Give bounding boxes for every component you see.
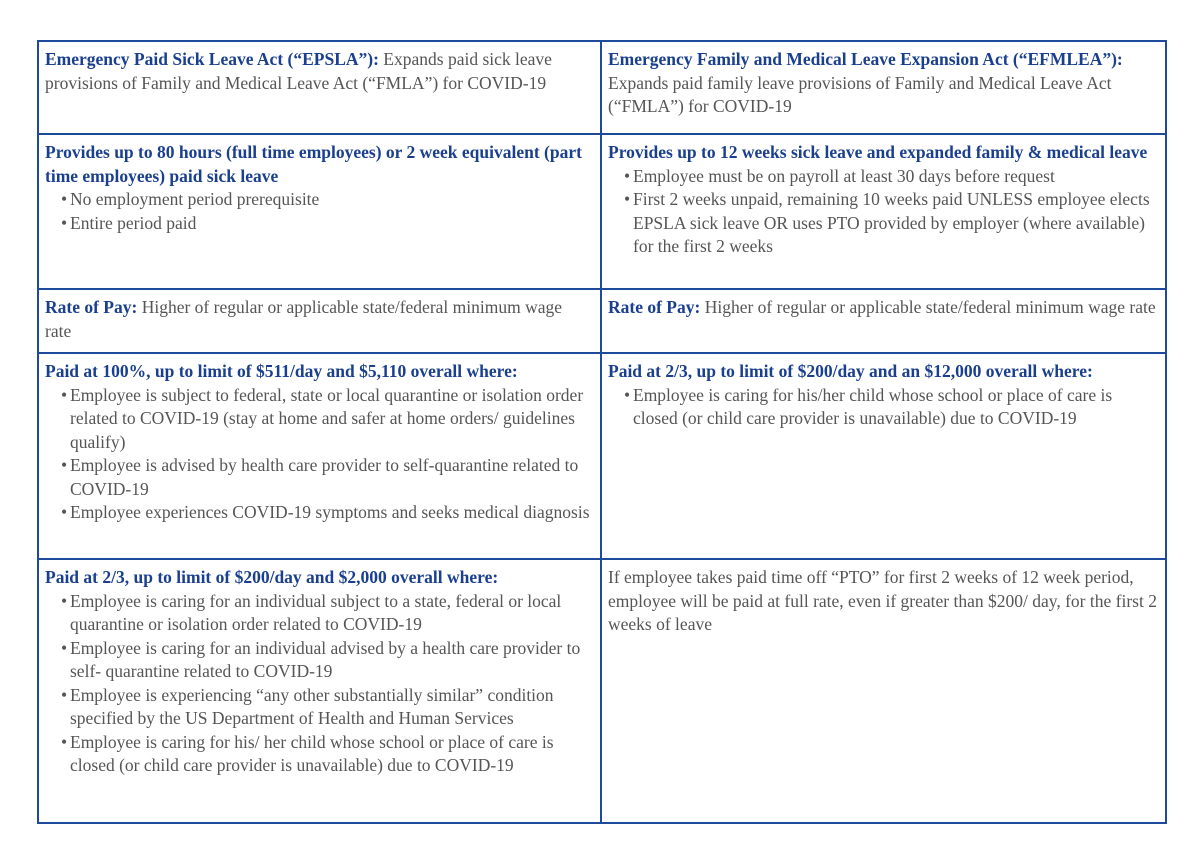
- list-item: • No employment period prerequisite: [61, 188, 592, 212]
- epsla-provision-list: [45, 188, 592, 235]
- list-item: • First 2 weeks unpaid, remaining 10 weeks paid UNLESS employee elects EPSLA sick leave OR uses PTO provided by employer (where available) for the first 2 weeks: [624, 189, 1150, 256]
- efmlea-provision-cell: [601, 134, 1166, 289]
- efmlea-pto-text: If employee takes paid time off “PTO” for first 2 weeks of 12 week period, employee will be paid at full rate, even if greater than $200/ day, for the first 2 weeks of leave: [608, 567, 1157, 634]
- epsla-full-pay-cell: [38, 353, 601, 559]
- bullet-icon: •: [61, 731, 68, 752]
- bullet-icon: •: [624, 384, 631, 405]
- list-item: • Employee is caring for an individual advised by a health care provider to self- quarantine related to COVID-19: [61, 637, 581, 681]
- epsla-provision-cell: [38, 134, 601, 289]
- bullet-icon: •: [61, 212, 68, 233]
- table-row: [38, 353, 1166, 559]
- list-item: • Employee experiences COVID-19 symptoms and seeks medical diagnosis: [61, 501, 592, 525]
- bullet-icon: •: [61, 637, 68, 658]
- bullet-icon: •: [61, 502, 68, 522]
- bullet-icon: •: [624, 189, 631, 209]
- table-row: [38, 559, 1166, 823]
- bullet-icon: •: [61, 590, 68, 611]
- efmlea-pay-heading: Paid at 2/3, up to limit of $200/day and an $12,000 overall where:: [608, 361, 1093, 381]
- list-item: • Employee is caring for his/her child whose school or place of care is closed (or child care provider is unavailable) due to COVID-19: [624, 384, 1113, 428]
- epsla-title-cell: [38, 41, 601, 134]
- efmlea-provision-heading: Provides up to 12 weeks sick leave and expanded family & medical leave: [608, 142, 1148, 162]
- list-item: • Employee is subject to federal, state or local quarantine or isolation order related to COVID-19 (stay at home and safer at home orders/ guidelines qualify): [61, 384, 584, 452]
- efmlea-rate-cell: [601, 289, 1166, 353]
- epsla-full-pay-list: [45, 384, 592, 525]
- table-row: [38, 289, 1166, 353]
- epsla-provision-heading: Provides up to 80 hours (full time employees) or 2 week equivalent (part time employees) paid sick leave: [45, 142, 582, 186]
- epsla-partial-pay-list: [45, 590, 592, 778]
- list-item: • Employee must be on payroll at least 30 days before request: [624, 165, 1157, 189]
- epsla-partial-pay-heading: Paid at 2/3, up to limit of $200/day and $2,000 overall where:: [45, 567, 499, 587]
- epsla-rate-heading: Rate of Pay:: [45, 297, 138, 317]
- efmlea-pay-list: [608, 384, 1157, 431]
- efmlea-rate-heading: Rate of Pay:: [608, 297, 701, 317]
- list-item: • Employee is caring for an individual subject to a state, federal or local quarantine or isolation order related to COVID-19: [61, 590, 562, 634]
- efmlea-pay-cell: [601, 353, 1166, 559]
- leave-comparison-table: [37, 40, 1167, 824]
- epsla-partial-pay-cell: [38, 559, 601, 823]
- efmlea-provision-list: [608, 165, 1157, 259]
- bullet-icon: •: [61, 384, 68, 405]
- list-item: • Entire period paid: [61, 212, 592, 236]
- bullet-icon: •: [61, 684, 68, 705]
- efmlea-title-cell: [601, 41, 1166, 134]
- efmlea-heading: Emergency Family and Medical Leave Expansion Act (“EFMLEA”):: [608, 49, 1123, 69]
- bullet-icon: •: [624, 165, 631, 186]
- epsla-full-pay-heading: Paid at 100%, up to limit of $511/day and $5,110 overall where:: [45, 361, 518, 381]
- epsla-rate-text: Higher of regular or applicable state/federal minimum wage rate: [45, 297, 563, 341]
- epsla-heading: Emergency Paid Sick Leave Act (“EPSLA”):: [45, 49, 379, 69]
- efmlea-rate-text: Higher of regular or applicable state/federal minimum wage rate: [704, 297, 1156, 317]
- efmlea-pto-cell: [601, 559, 1166, 823]
- efmlea-description: Expands paid family leave provisions of Family and Medical Leave Act (“FMLA”) for COVID-19: [608, 72, 1112, 116]
- list-item: • Employee is caring for his/ her child whose school or place of care is closed (or child care provider is unavailable) due to COVID-19: [61, 731, 554, 775]
- table-row: [38, 134, 1166, 289]
- bullet-icon: •: [61, 189, 68, 209]
- table-row: [38, 41, 1166, 134]
- bullet-icon: •: [61, 455, 68, 475]
- list-item: • Employee is experiencing “any other substantially similar” condition specified by the US Department of Health and Human Services: [61, 684, 554, 728]
- list-item: • Employee is advised by health care provider to self-quarantine related to COVID-19: [61, 455, 579, 499]
- epsla-description: Expands paid sick leave provisions of Family and Medical Leave Act (“FMLA”) for COVID-19: [45, 49, 552, 93]
- epsla-rate-cell: [38, 289, 601, 353]
